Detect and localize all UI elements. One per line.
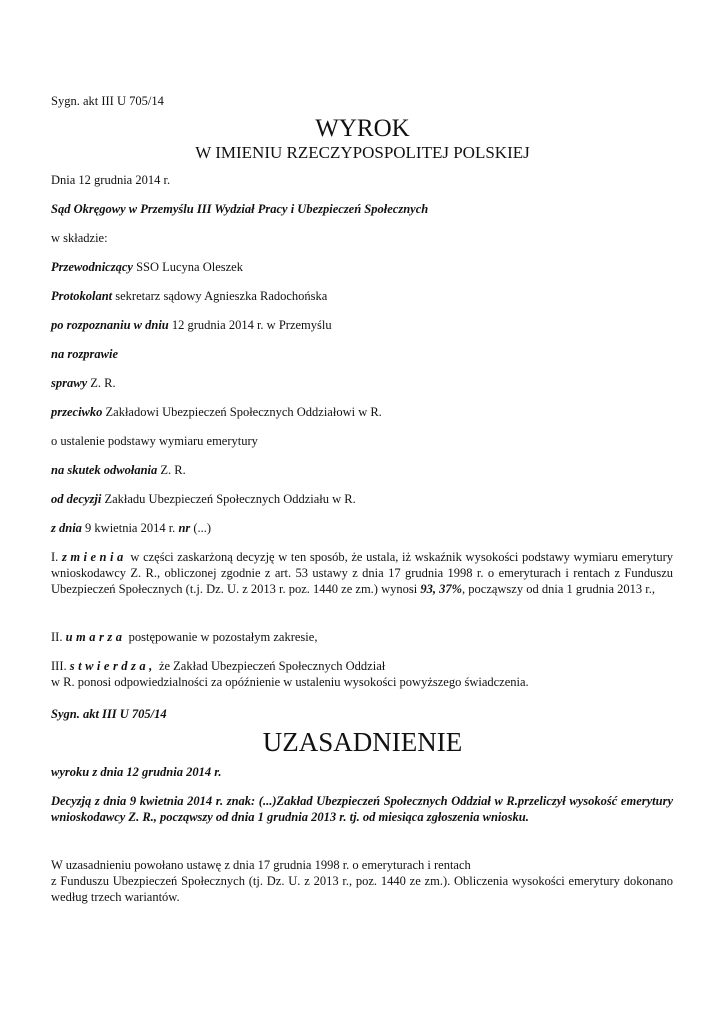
ruling-point-3-number: III. bbox=[51, 659, 70, 673]
ruling-point-3 bbox=[51, 658, 673, 690]
against-label: przeciwko bbox=[51, 405, 103, 419]
ruling-point-1-text: w części zaskarżoną decyzję w ten sposób, że ustala, iż wskaźnik wysokości podstawy wymiaru emerytury wnioskodawcy Z. R., obliczonej zgodnie z art. 53 ustawy z dnia 17 grudnia 1998 r. o emeryturach i rentach z Funduszu Ubezpieczeń Społecznych (t.j. Dz. U. z 2013 r. poz. 1440 ze zm.) wynosi bbox=[51, 550, 673, 596]
ruling-point-3-text: że Zakład Ubezpieczeń Społecznych Oddział bbox=[155, 659, 386, 673]
appeal-label: na skutek odwołania bbox=[51, 463, 158, 477]
court-name: Sąd Okręgowy w Przemyślu III Wydział Pracy i Ubezpieczeń Społecznych bbox=[51, 202, 429, 216]
clerk-label: Protokolant bbox=[51, 289, 113, 303]
decision-line bbox=[51, 491, 673, 507]
ruling-point-3-text-line2: w R. ponosi odpowiedzialności za opóźnienie w ustaleniu wysokości powyższego świadczenia. bbox=[51, 675, 529, 689]
appeal-line bbox=[51, 462, 673, 478]
clerk-line bbox=[51, 288, 673, 304]
ruling-point-1-text-end: , począwszy od dnia 1 grudnia 2013 r., bbox=[462, 582, 656, 596]
case-label: sprawy bbox=[51, 376, 88, 390]
justification-title: UZASADNIENIE bbox=[262, 727, 463, 757]
ruling-point-1-number: I. bbox=[51, 550, 62, 564]
case-value: Z. R. bbox=[87, 376, 116, 390]
against-line bbox=[51, 404, 673, 420]
ruling-point-1-verb: zmienia bbox=[61, 550, 127, 564]
decision-date-label: z dnia bbox=[51, 521, 82, 535]
verdict-subtitle: W IMIENIU RZECZYPOSPOLITEJ POLSKIEJ bbox=[195, 143, 530, 162]
justification-paragraph-1: Decyzją z dnia 9 kwietnia 2014 r. znak: (...)Zakład Ubezpieczeń Społecznych Oddział w R.przeliczył wysokość emerytury wnioskodawcy Z. R., począwszy od dnia 1 grudnia 2013 r. tj. od miesiąca zgłoszenia wniosku. bbox=[51, 794, 673, 824]
ruling-point-2 bbox=[51, 629, 673, 645]
decision-value: Zakładu Ubezpieczeń Społecznych Oddziału w R. bbox=[101, 492, 356, 506]
decision-date-value: 9 kwietnia 2014 r. bbox=[81, 521, 179, 535]
verdict-title: WYROK bbox=[315, 115, 410, 142]
chair-label: Przewodniczący bbox=[51, 260, 133, 274]
decision-nr-label: nr bbox=[178, 521, 191, 535]
decision-nr-value: (...) bbox=[190, 521, 212, 535]
case-line bbox=[51, 375, 673, 391]
examined-line bbox=[51, 317, 673, 333]
hearing-line: na rozprawie bbox=[51, 347, 119, 361]
chair-line bbox=[51, 259, 673, 275]
appeal-value: Z. R. bbox=[157, 463, 186, 477]
examined-label: po rozpoznaniu w dniu bbox=[51, 318, 169, 332]
ruling-point-1 bbox=[51, 549, 673, 597]
against-value: Zakładowi Ubezpieczeń Społecznych Oddziałowi w R. bbox=[102, 405, 382, 419]
ruling-point-3-verb: stwierdza, bbox=[69, 659, 156, 673]
justification-paragraph-2-line1: W uzasadnieniu powołano ustawę z dnia 17 grudnia 1998 r. o emeryturach i rentach bbox=[51, 858, 471, 872]
justification-paragraph-2 bbox=[51, 857, 673, 905]
justification-subtitle: wyroku z dnia 12 grudnia 2014 r. bbox=[51, 765, 222, 779]
clerk-value: sekretarz sądowy Agnieszka Radochońska bbox=[112, 289, 328, 303]
verdict-date: Dnia 12 grudnia 2014 r. bbox=[51, 173, 171, 187]
case-signature: Sygn. akt III U 705/14 bbox=[51, 94, 164, 108]
decision-date-line bbox=[51, 520, 673, 536]
decision-label: od decyzji bbox=[51, 492, 102, 506]
subject-line: o ustalenie podstawy wymiaru emerytury bbox=[51, 434, 258, 448]
ruling-point-2-number: II. bbox=[51, 630, 66, 644]
chair-value: SSO Lucyna Oleszek bbox=[132, 260, 243, 274]
index-value: 93, 37% bbox=[420, 582, 463, 596]
composition-label: w składzie: bbox=[51, 231, 108, 245]
ruling-point-2-verb: umarza bbox=[65, 630, 126, 644]
ruling-point-2-text: postępowanie w pozostałym zakresie, bbox=[125, 630, 318, 644]
examined-value: 12 grudnia 2014 r. w Przemyślu bbox=[168, 318, 332, 332]
justification-signature: Sygn. akt III U 705/14 bbox=[51, 707, 167, 721]
justification-paragraph-2-line2: z Funduszu Ubezpieczeń Społecznych (tj. Dz. U. z 2013 r., poz. 1440 ze zm.). Obliczenia wysokości emerytury dokonano według trzech wariantów. bbox=[51, 874, 673, 904]
